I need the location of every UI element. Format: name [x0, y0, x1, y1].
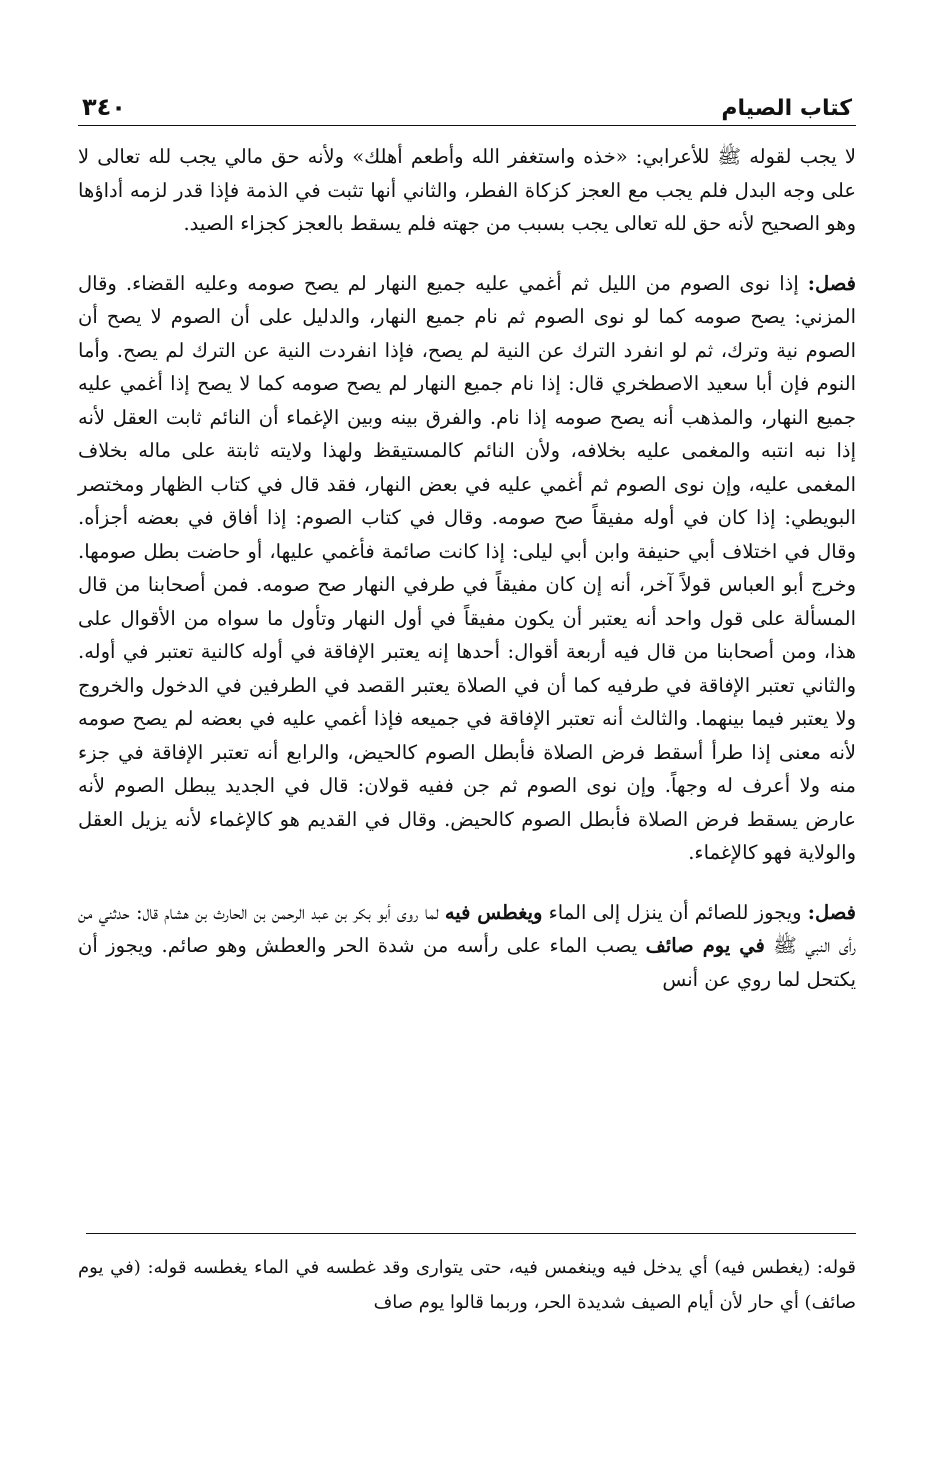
book-page [78, 82, 856, 1313]
paragraph-text: لا يجب لقوله ﷺ للأعرابي: «خذه واستغفر الله وأطعم أهلك» ولأنه حق مالي يجب لله تعالى لا على وجه البدل فلم يجب مع العجز كزكاة الفطر، والثاني أنها تثبت في الذمة فإذا قدر لزمه أداؤها وهو الصحيح لأنه حق لله تعالى يجب بسبب من جهته فلم يسقط بالعجز كجزاء الصيد. [78, 145, 856, 235]
paragraph-text: لما روى أبو بكر بن عبد الرحمن بن الحارث بن هشام قال: حدثني من رأى النبي ﷺ [78, 900, 856, 957]
paragraph-1 [78, 140, 856, 241]
paragraph-text: يصب الماء على رأسه من شدة الحر والعطش وهو صائم. ويجوز أن يكتحل لما روي عن أنس [78, 934, 856, 991]
footnote-text: قوله: (يغطس فيه) أي يدخل فيه وينغمس فيه، حتى يتوارى وقد غطسه في الماء يغطسه قوله: (في يوم صائف) أي حار لأن أيام الصيف شديدة الحر، وربما قالوا يوم صاف [78, 1257, 856, 1313]
footnotes [78, 1250, 856, 1320]
main-text [78, 140, 856, 996]
page-number: ٣٤٠ [82, 93, 126, 121]
section-label: فصل: [807, 271, 856, 295]
section-label: فصل: [807, 900, 856, 924]
paragraph-text: إذا نوى الصوم من الليل ثم أغمي عليه جميع النهار لم يصح صومه وعليه القضاء. وقال المزني: يصح صومه كما لو نوى الصوم ثم نام جميع النهار، والدليل على أن الصوم لا يصح أن الصوم نية وترك، ثم لو انفرد الترك عن النية لم يصح، فإذا انفردت النية عن الترك لم يصح. وأما النوم فإن أبا سعيد الاصطخري قال: إذا نام جميع النهار لم يصح صومه كما لا يصح إذا أغمي عليه جميع النهار، والمذهب أنه يصح صومه إذا نام. والفرق بينه وبين الإغماء أن النائم ثابت العقل لأنه إذا نبه انتبه والمغمى عليه بخلافه، ولأن النائم كالمستيقظ ولهذا ولايته ثابتة على ماله بخلاف المغمى عليه، وإن نوى الصوم ثم أغمي عليه في بعض النهار، فقد قال في كتاب الظهار ومختصر البويطي: إذا كان في أوله مفيقاً صح صومه. وقال في كتاب الصوم: إذا أفاق في بعضه أجزأه. وقال في اختلاف أبي حنيفة وابن أبي ليلى: إذا كانت صائمة فأغمي عليها، أو حاضت بطل صومها. وخرج أبو العباس قولاً آخر، أنه إن كان مفيقاً في طرفي النهار صح صومه. فمن أصحابنا من قال المسألة على قول واحد أنه يعتبر أن يكون مفيقاً في أول النهار وتأول ما سواه من الأقوال على هذا، ومن أصحابنا من قال فيه أربعة أقوال: أحدها إنه يعتبر الإفاقة في أوله كالنية تعتبر في أوله. والثاني تعتبر الإفاقة في طرفيه كما أن في الصلاة يعتبر القصد في الطرفين في الدخول والخروج ولا يعتبر فيما بينهما. والثالث أنه تعتبر الإفاقة في جميعه فإذا أغمي عليه في بعضه لم يصح صومه لأنه معنى إذا طرأ أسقط فرض الصلاة فأبطل الصوم كالحيض، والرابع أنه تعتبر الإفاقة في جزء منه ولا أعرف له وجهاً. وإن نوى الصوم ثم جن ففيه قولان: قال في الجديد يبطل الصوم لأنه عارض يسقط فرض الصلاة فأبطل الصوم كالحيض. وقال في القديم هو كالإغماء لأنه يزيل العقل والولاية فهو كالإغماء. [78, 271, 856, 864]
footnote-divider [86, 1233, 856, 1234]
paragraph-2 [78, 267, 856, 870]
glossed-term: ويغطس فيه [444, 900, 543, 924]
chapter-title: كتاب الصيام [721, 96, 852, 121]
paragraph-text: ويجوز للصائم أن ينزل إلى الماء [542, 900, 808, 924]
glossed-term: في يوم صائف [645, 934, 765, 957]
running-header [78, 82, 856, 126]
paragraph-3 [78, 896, 856, 997]
